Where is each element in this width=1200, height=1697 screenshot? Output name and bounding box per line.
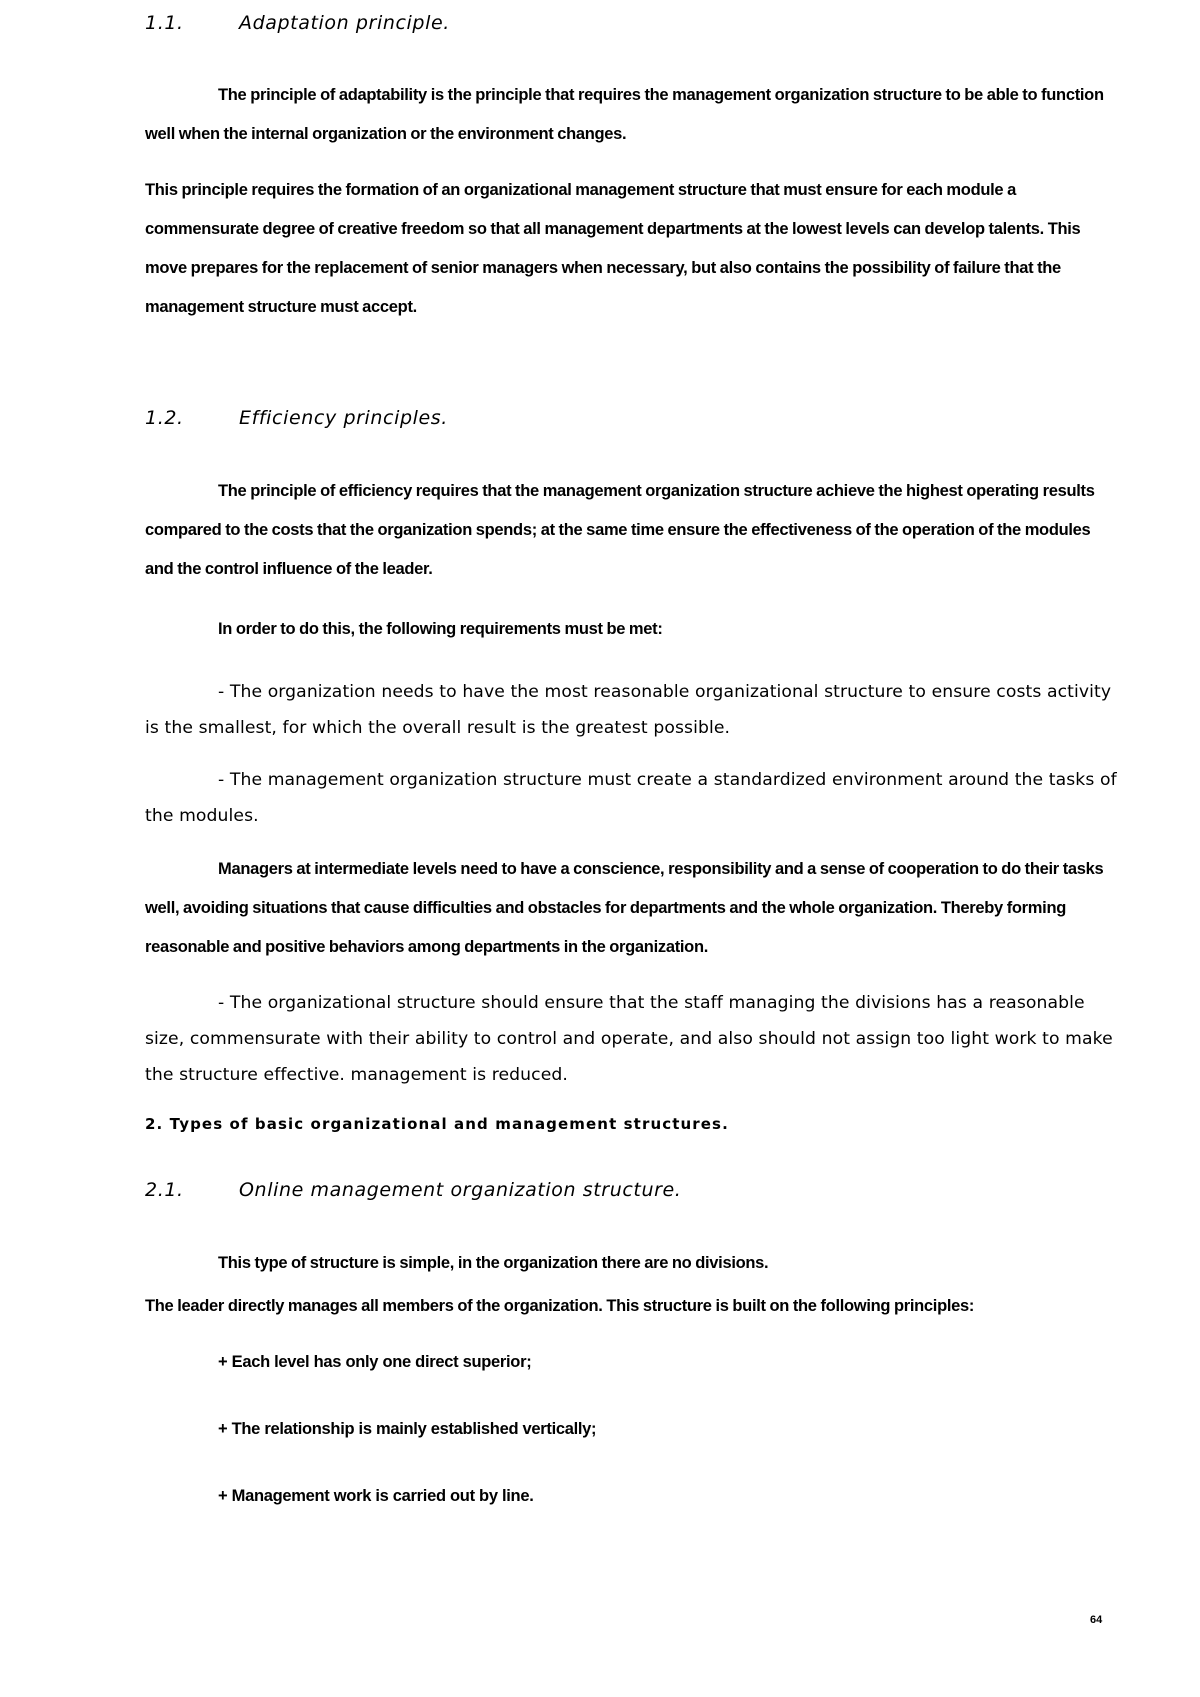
heading-online-structure [145, 1179, 681, 1201]
section-heading-types: 2. Types of basic organizational and management structures. [145, 1115, 729, 1133]
page-number: 64 [1090, 1614, 1103, 1626]
paragraph-online-leader: The leader directly manages all members of the organization. This structure is built on the following principles: [145, 1297, 975, 1315]
paragraph-efficiency-definition: The principle of efficiency requires that the management organization structure achieve the highest operating results compared to the costs that the organization spends; at the same time ensure the effectiveness of the operation of the modules and the control influence of the leader. [145, 482, 1095, 578]
heading-number: 1.2. [145, 407, 184, 429]
heading-efficiency-principles [145, 407, 448, 429]
paragraph-requirement-staff: - The organizational structure should ensure that the staff managing the divisions has a reasonable size, commensurate with their ability to control and operate, and also should not assign too light work to make the structure effective. management is reduced. [145, 993, 1113, 1085]
heading-number: 1.1. [145, 12, 184, 34]
paragraph-requirements-intro: In order to do this, the following requirements must be met: [218, 620, 663, 638]
heading-title: Online management organization structure. [239, 1179, 682, 1201]
bullet-item: + Each level has only one direct superior; [218, 1353, 532, 1371]
bullet-item: + The relationship is mainly established vertically; [218, 1420, 597, 1438]
paragraph-adaptability-requirements: This principle requires the formation of an organizational management structure that must ensure for each module a commensurate degree of creative freedom so that all management departments at the lowest levels can develop talents. This move prepares for the replacement of senior managers when necessary, but also contains the possibility of failure that the management structure must accept. [145, 181, 1081, 316]
paragraph-managers: Managers at intermediate levels need to have a conscience, responsibility and a sense of cooperation to do their tasks well, avoiding situations that cause difficulties and obstacles for departments and the whole organization. Thereby forming reasonable and positive behaviors among departments in the organization. [145, 860, 1104, 956]
heading-adaptation-principle [145, 12, 450, 34]
paragraph-online-simple: This type of structure is simple, in the organization there are no divisions. [218, 1254, 769, 1272]
heading-title: Efficiency principles. [239, 407, 448, 429]
bullet-item: + Management work is carried out by line. [218, 1487, 534, 1505]
paragraph-requirement-cost: - The organization needs to have the most reasonable organizational structure to ensure costs activity is the smallest, for which the overall result is the greatest possible. [145, 682, 1112, 738]
heading-title: Adaptation principle. [239, 12, 450, 34]
paragraph-requirement-environment: - The management organization structure must create a standardized environment around the tasks of the modules. [145, 770, 1117, 826]
heading-number: 2.1. [145, 1179, 184, 1201]
paragraph-adaptability-definition: The principle of adaptability is the principle that requires the management organization structure to be able to function well when the internal organization or the environment changes. [145, 86, 1104, 143]
